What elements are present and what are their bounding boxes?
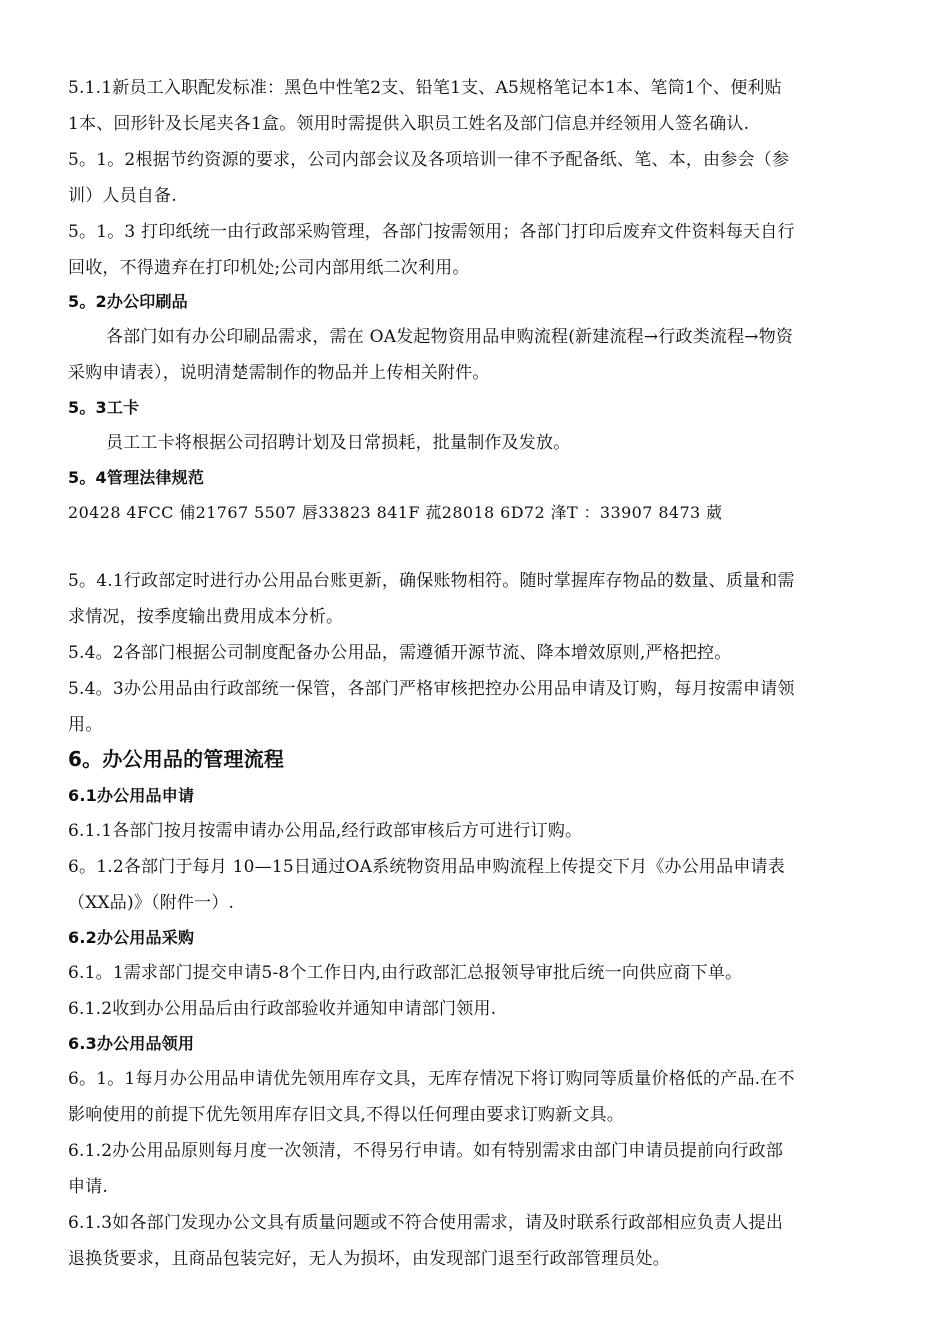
para-5-1-1-line1: 5.1.1新员工入职配发标准：黑色中性笔2支、铅笔1支、A5规格笔记本1本、笔筒1个、便利贴 bbox=[68, 78, 782, 98]
para-5-2-line1: 各部门如有办公印刷品需求，需在 OA发起物资用品申购流程(新建流程→行政类流程→物资 bbox=[106, 327, 794, 347]
heading-5-2: 5。2办公印刷品 bbox=[68, 292, 188, 311]
encoding-artifact-line: 20428 4FCC 俌21767 5507 唇33823 841F 菰28018 6D72 浲T ：33907 8473 葳 bbox=[68, 503, 723, 522]
para-6-3-2-line1: 6.1.2办公用品原则每月度一次领清，不得另行申请。如有特别需求由部门申请员提前向行政部 bbox=[68, 1141, 784, 1161]
para-5-4-1-line2: 求情况，按季度输出费用成本分析。 bbox=[68, 607, 344, 627]
para-6-1-2-line2: （XX品)》（附件一）. bbox=[68, 893, 235, 913]
para-5-1-3-line1: 5。1。3 打印纸统一由行政部采购管理，各部门按需领用；各部门打印后废弃文件资料每天自行 bbox=[68, 222, 795, 242]
para-6-2-2: 6.1.2收到办公用品后由行政部验收并通知申请部门领用. bbox=[68, 999, 497, 1019]
heading-6-1: 6.1办公用品申请 bbox=[68, 786, 195, 805]
para-6-3-1-line1: 6。1。1每月办公用品申请优先领用库存文具，无库存情况下将订购同等质量价格低的产品.在不 bbox=[68, 1069, 795, 1089]
para-6-3-1-line2: 影响使用的前提下优先领用库存旧文具,不得以任何理由要求订购新文具。 bbox=[68, 1105, 625, 1125]
para-5-4-3-line2: 用。 bbox=[68, 715, 103, 735]
heading-5-3: 5。3工卡 bbox=[68, 398, 140, 417]
para-6-2-1: 6.1。1需求部门提交申请5-8个工作日内,由行政部汇总报领导审批后统一向供应商下单。 bbox=[68, 963, 743, 983]
para-5-2-line2: 采购申请表），说明清楚需制作的物品并上传相关附件。 bbox=[68, 363, 490, 383]
para-6-3-3-line1: 6.1.3如各部门发现办公文具有质量问题或不符合使用需求，请及时联系行政部相应负责人提出 bbox=[68, 1213, 784, 1233]
para-6-1-2-line1: 6。1.2各部门于每月 10—15日通过OA系统物资用品申购流程上传提交下月《办公用品申请表 bbox=[68, 857, 785, 877]
heading-5-4: 5。4管理法律规范 bbox=[68, 468, 205, 487]
heading-6-3: 6.3办公用品领用 bbox=[68, 1034, 195, 1053]
heading-6-2: 6.2办公用品采购 bbox=[68, 928, 195, 947]
para-6-3-3-line2: 退换货要求，且商品包装完好，无人为损坏，由发现部门退至行政部管理员处。 bbox=[68, 1249, 670, 1269]
para-5-1-3-line2: 回收，不得遗弃在打印机处;公司内部用纸二次利用。 bbox=[68, 258, 470, 278]
para-5-4-1-line1: 5。4.1行政部定时进行办公用品台账更新，确保账物相符。随时掌握库存物品的数量、质量和需 bbox=[68, 571, 795, 591]
para-5-3: 员工工卡将根据公司招聘计划及日常损耗，批量制作及发放。 bbox=[106, 433, 571, 453]
para-6-3-2-line2: 申请. bbox=[68, 1177, 109, 1197]
para-6-1-1: 6.1.1各部门按月按需申请办公用品,经行政部审核后方可进行订购。 bbox=[68, 821, 583, 841]
para-5-1-2-line1: 5。1。2根据节约资源的要求，公司内部会议及各项培训一律不予配备纸、笔、本，由参会（参 bbox=[68, 150, 790, 170]
para-5-1-2-line2: 训）人员自备. bbox=[68, 186, 177, 206]
para-5-1-1-line2: 1本、回形针及长尾夹各1盒。领用时需提供入职员工姓名及部门信息并经领用人签名确认. bbox=[68, 114, 750, 134]
para-5-4-3-line1: 5.4。3办公用品由行政部统一保管，各部门严格审核把控办公用品申请及订购，每月按需申请领 bbox=[68, 679, 795, 699]
para-5-4-2: 5.4。2各部门根据公司制度配备办公用品，需遵循开源节流、降本增效原则,严格把控。 bbox=[68, 643, 732, 663]
heading-6: 6。办公用品的管理流程 bbox=[68, 747, 285, 771]
